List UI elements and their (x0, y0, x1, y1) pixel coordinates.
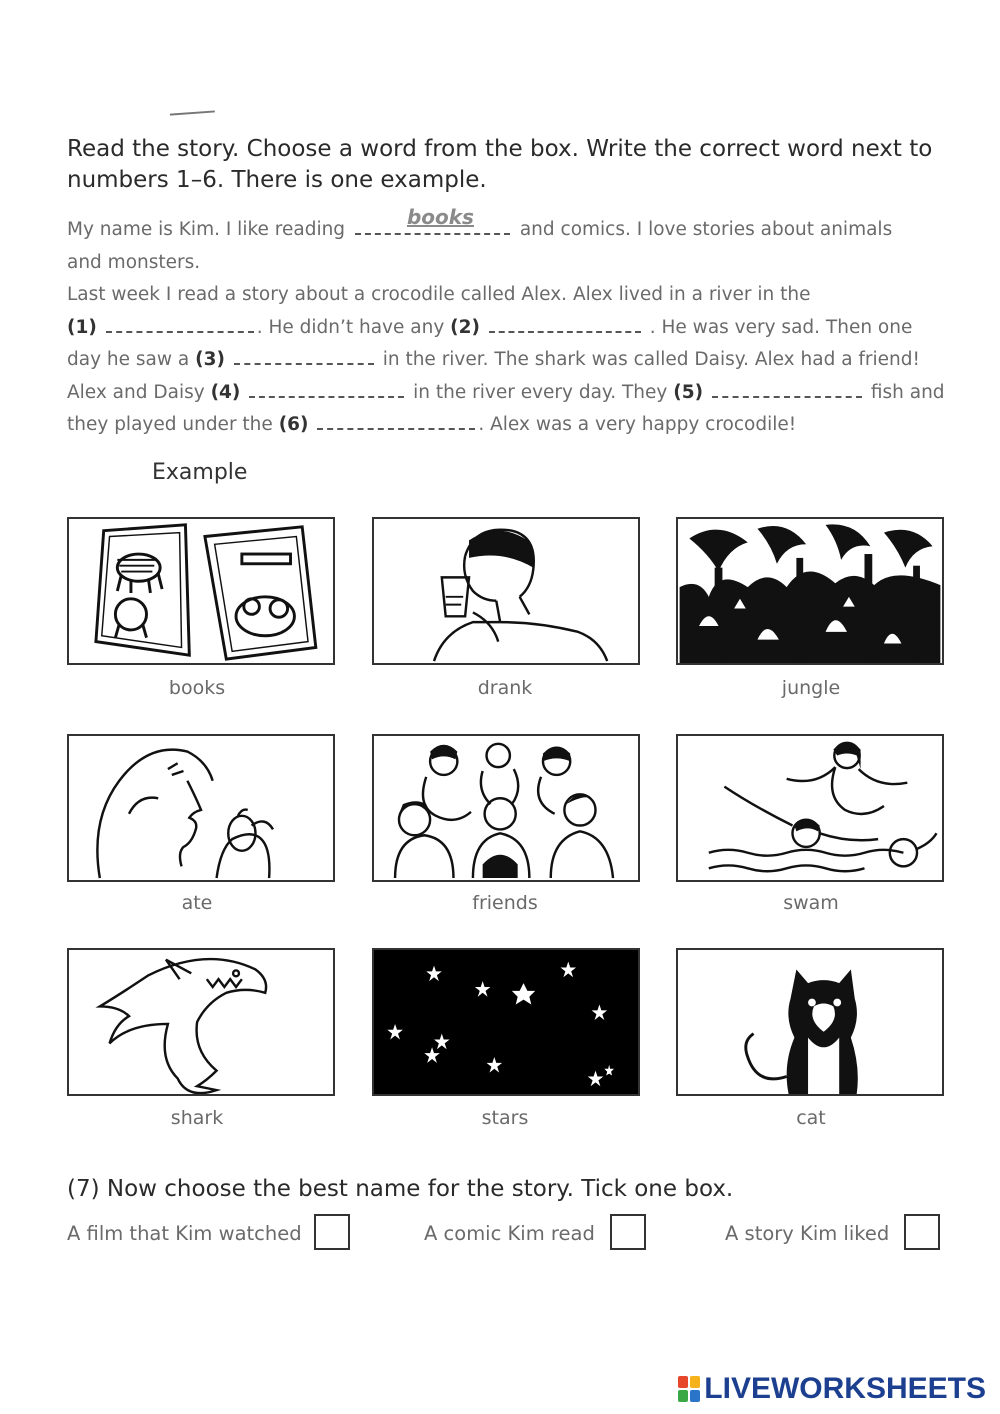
answer-blank-1[interactable] (106, 317, 254, 333)
story-line-3: Last week I read a story about a crocodile called Alex. Alex lived in a river in the (67, 284, 811, 305)
liveworksheets-brand: LIVEWORKSHEETS (704, 1372, 986, 1405)
swimming-children-picture (676, 734, 944, 882)
answer-blank-2[interactable] (489, 317, 641, 333)
caption-ate: ate (181, 892, 213, 914)
blank-number-5: (5) (673, 381, 704, 403)
story-line-2: and monsters. (67, 251, 201, 273)
caption-swam: swam (783, 892, 839, 914)
friends-group-icon (374, 736, 638, 880)
books-picture (67, 517, 335, 665)
eating-girl-picture (67, 734, 335, 882)
scan-mark (170, 110, 215, 119)
drinking-boy-icon (374, 519, 638, 663)
caption-drank: drank (477, 677, 533, 699)
example-answer-blank (355, 204, 510, 235)
option-film-label: A film that Kim watched (67, 1222, 302, 1245)
option-film-tickbox[interactable] (314, 1214, 350, 1250)
caption-jungle: jungle (781, 677, 841, 699)
example-answer: books (406, 204, 474, 229)
option-story-label: A story Kim liked (725, 1222, 890, 1245)
story-line-6: Alex and Daisy (4) in the river every day. They (5) fish and (67, 381, 945, 403)
cat-icon (678, 950, 942, 1094)
story-line-7: they played under the (6) . Alex was a very happy crocodile! (67, 414, 797, 435)
caption-shark: shark (170, 1107, 224, 1129)
jungle-icon (678, 519, 942, 663)
option-comic-tickbox[interactable] (610, 1214, 646, 1250)
example-label: Example (152, 460, 248, 485)
answer-blank-5[interactable] (712, 382, 862, 398)
swimming-children-icon (678, 736, 942, 880)
liveworksheets-logo-icon (678, 1376, 700, 1402)
eating-girl-icon (69, 736, 333, 880)
blank-number-2: (2) (450, 316, 480, 338)
caption-books: books (168, 677, 226, 699)
blank-number-4: (4) (210, 381, 241, 403)
option-story-tickbox[interactable] (904, 1214, 940, 1250)
books-icon (69, 519, 333, 663)
story-line-1: My name is Kim. I like reading books and comics. I love stories about animals (67, 214, 947, 247)
shark-icon (69, 950, 333, 1094)
answer-blank-3[interactable] (234, 349, 374, 365)
caption-friends: friends (472, 892, 538, 914)
instructions-heading: Read the story. Choose a word from the box. Write the correct word next to numbers 1–6. There is one example. (67, 136, 933, 193)
jungle-picture (676, 517, 944, 665)
blank-number-1: (1) (67, 316, 97, 338)
answer-blank-6[interactable] (317, 414, 475, 430)
story-text (67, 204, 947, 442)
night-stars-picture (372, 948, 640, 1096)
drinking-boy-picture (372, 517, 640, 665)
question-7: (7) Now choose the best name for the story. Tick one box. (67, 1176, 734, 1202)
caption-cat: cat (796, 1107, 826, 1129)
shark-picture (67, 948, 335, 1096)
caption-stars: stars (481, 1107, 529, 1129)
blank-number-3: (3) (195, 349, 225, 370)
friends-group-picture (372, 734, 640, 882)
answer-blank-4[interactable] (249, 382, 404, 398)
story-line-5: day he saw a (3) in the river. The shark was called Daisy. Alex had a friend! (67, 349, 920, 370)
story-line-4: (1) . He didn’t have any (2) . He was very sad. Then one (67, 316, 913, 338)
stars-icon (374, 950, 638, 1094)
option-comic-label: A comic Kim read (424, 1222, 595, 1245)
blank-number-6: (6) (278, 414, 309, 435)
cat-picture (676, 948, 944, 1096)
liveworksheets-logo (678, 1372, 986, 1406)
